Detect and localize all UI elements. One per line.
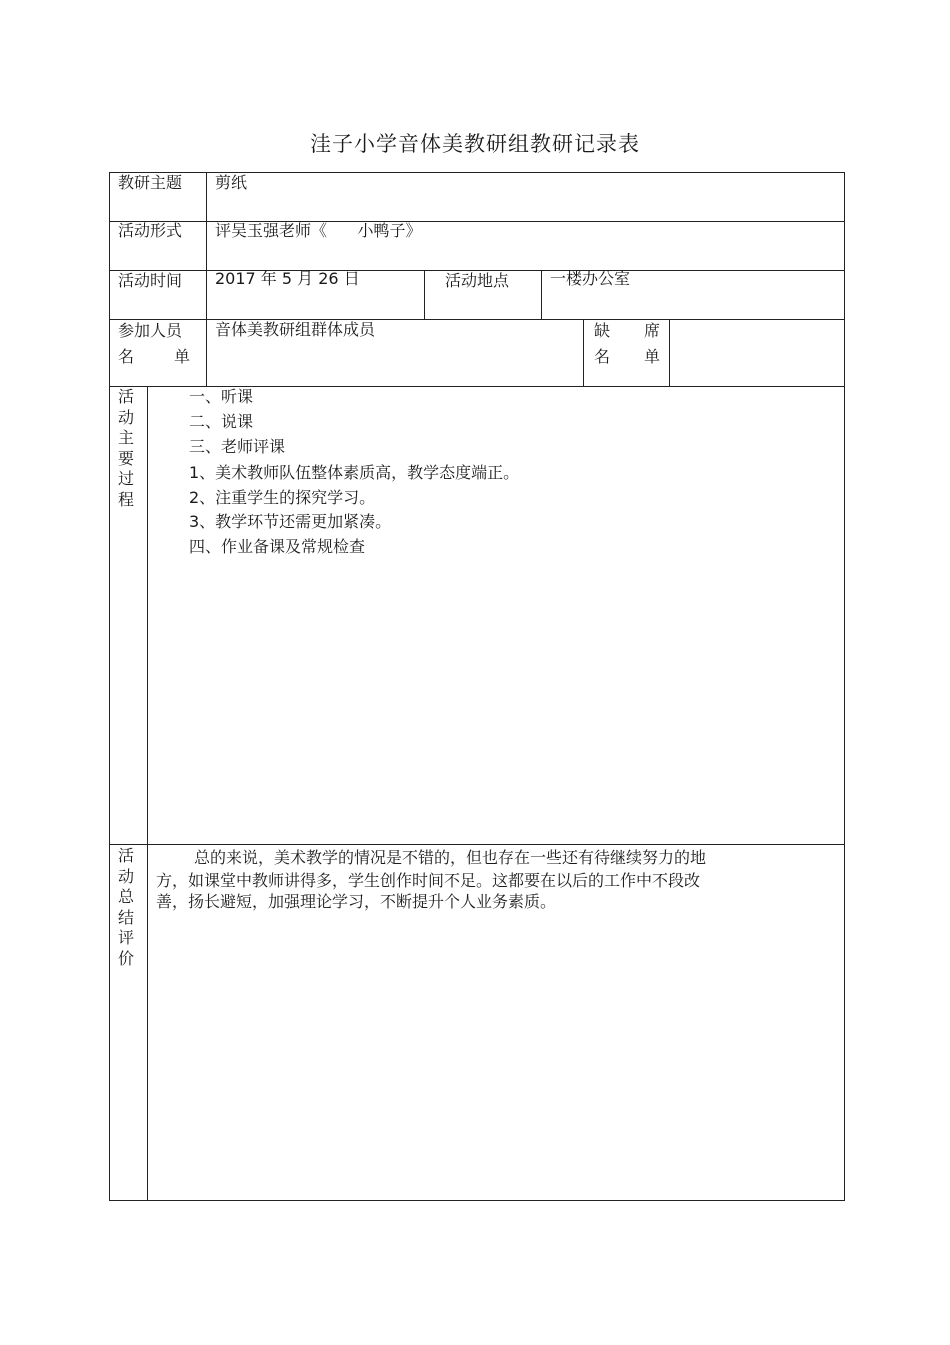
table-border-right	[844, 172, 845, 1201]
place-label: 活动地点	[445, 271, 510, 290]
summary-line: 总的来说，美术教学的情况是不错的，但也存在一些还有待继续努力的地	[194, 848, 707, 867]
summary-label: 活动总结评价	[118, 846, 135, 968]
time-value: 2017 年 5 月 26 日	[215, 269, 360, 288]
participants-label-char: 单	[173, 347, 190, 366]
process-line: 二、说课	[189, 412, 254, 431]
absent-label-char: 名	[594, 347, 611, 366]
column-divider	[424, 270, 425, 319]
page-title: 洼子小学音体美教研组教研记录表	[310, 132, 640, 156]
summary-line: 善，扬长避短，加强理论学习，不断提升个人业务素质。	[156, 892, 557, 911]
process-label: 活动主要过程	[118, 387, 135, 509]
column-divider	[206, 172, 207, 386]
column-divider	[147, 386, 148, 1201]
form-label: 活动形式	[118, 221, 183, 240]
participants-label-char: 名	[118, 347, 135, 366]
column-divider	[541, 270, 542, 319]
absent-label-char: 席	[643, 321, 660, 340]
absent-label-char: 缺	[594, 321, 611, 340]
participants-value: 音体美教研组群体成员	[215, 320, 376, 339]
row-divider	[109, 844, 845, 845]
time-label: 活动时间	[118, 271, 183, 290]
participants-label: 参加人员	[118, 321, 183, 340]
absent-label-line2	[594, 347, 660, 367]
table-border-bottom	[109, 1200, 845, 1201]
process-line: 2、注重学生的探究学习。	[189, 488, 376, 507]
process-line: 3、教学环节还需更加紧凑。	[189, 512, 392, 531]
topic-label: 教研主题	[118, 173, 183, 192]
participants-label-line2	[118, 347, 190, 367]
column-divider	[669, 319, 670, 386]
process-line: 三、老师评课	[189, 437, 286, 456]
place-value: 一楼办公室	[550, 269, 631, 288]
topic-value: 剪纸	[215, 173, 248, 192]
process-line: 1、美术教师队伍整体素质高，教学态度端正。	[189, 463, 520, 482]
process-line: 一、听课	[189, 387, 254, 406]
summary-line: 方，如课堂中教师讲得多，学生创作时间不足。这都要在以后的工作中不段改	[156, 871, 701, 890]
absent-label-char: 单	[643, 347, 660, 366]
column-divider	[583, 319, 584, 386]
table-border-left	[109, 172, 110, 1201]
absent-label-line1	[594, 321, 660, 341]
process-line: 四、作业备课及常规检查	[189, 537, 366, 556]
form-value: 评吴玉强老师《 小鸭子》	[215, 221, 422, 240]
